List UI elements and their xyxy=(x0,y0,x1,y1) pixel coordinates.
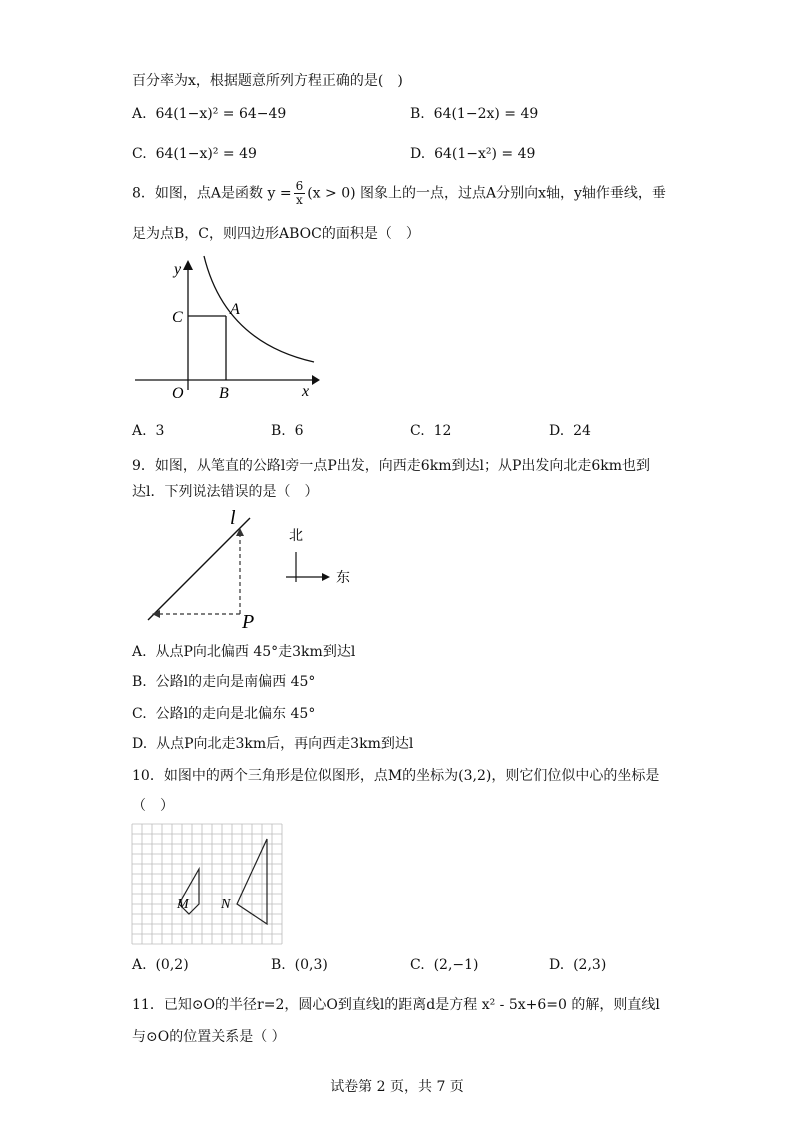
label-a: A xyxy=(230,301,240,318)
label-n: N xyxy=(221,897,231,912)
q9-stem-line2: 达l．下列说法错误的是（ ） xyxy=(132,484,319,500)
q9-option-d: D. 从点P向北走3km后，再向西走3km到达l xyxy=(132,736,414,752)
q10-option-d: D. (2,3) xyxy=(549,957,607,973)
q9-stem-line1: 9．如图，从笔直的公路l旁一点P出发，向西走6km到达l；从P出发向北走6km也到 xyxy=(132,458,651,474)
q8-stem-line2: 足为点B，C，则四边形ABOC的面积是（ ） xyxy=(132,226,420,242)
fraction: $\frac{6}{x}$ xyxy=(295,179,304,207)
q7-stem-tail: 百分率为x，根据题意所列方程正确的是( ) xyxy=(132,73,403,89)
q9-option-c: C. 公路l的走向是北偏东 45° xyxy=(132,706,316,722)
q10-stem-line1: 10．如图中的两个三角形是位似图形，点M的坐标为(3,2)，则它们位似中心的坐标是 xyxy=(132,768,660,784)
q10-stem-line2: （ ） xyxy=(132,798,174,814)
x-axis-arrow xyxy=(312,375,320,385)
y-axis-arrow xyxy=(183,260,193,270)
page-footer: 试卷第 2 页，共 7 页 xyxy=(330,1079,464,1095)
q8-option-d: D. 24 xyxy=(549,423,591,439)
label-b: B xyxy=(219,385,229,402)
q9-option-a: A. 从点P向北偏西 45°走3km到达l xyxy=(132,644,356,660)
q8-function-graph xyxy=(130,252,330,404)
q11-stem-line2: 与⊙O的位置关系是（ ） xyxy=(132,1029,286,1045)
q11-stem-line1: 11．已知⊙O的半径r=2，圆心O到直线l的距离d是方程 x² - 5x+6=0 的解，则直线l xyxy=(132,997,660,1013)
label-m: M xyxy=(177,897,189,912)
q7-option-d: D. 64(1−x²) = 49 xyxy=(410,146,536,162)
label-x: x xyxy=(302,383,310,400)
label-l: l xyxy=(230,507,236,529)
label-y: y xyxy=(174,261,182,278)
label-c: C xyxy=(172,309,183,326)
q9-road-figure xyxy=(130,500,360,630)
q7-option-c: C. 64(1−x)² = 49 xyxy=(132,146,257,162)
label-o: O xyxy=(172,385,184,402)
q8-stem-line1: 8．如图，点A是函数 y = $\frac{6}{x}$ (x > 0) 图象上的一点，过点A分别向x轴，y轴作垂线，垂 xyxy=(132,179,666,207)
q7-option-b: B. 64(1−2x) = 49 xyxy=(410,106,539,122)
q7-option-a: A. 64(1−x)² = 64−49 xyxy=(132,106,287,122)
q8-option-c: C. 12 xyxy=(410,423,452,439)
q10-option-a: A. (0,2) xyxy=(132,957,189,973)
compass-north-label: 北 xyxy=(289,528,303,544)
compass-east-arrow xyxy=(322,573,330,581)
q8-option-a: A. 3 xyxy=(132,423,165,439)
road-line-l xyxy=(148,518,250,620)
q10-option-b: B. (0,3) xyxy=(271,957,328,973)
compass-east-label: 东 xyxy=(336,570,350,586)
q9-option-b: B. 公路l的走向是南偏西 45° xyxy=(132,674,316,690)
grid xyxy=(132,824,282,944)
north-arrow xyxy=(236,528,244,536)
q10-option-c: C. (2,−1) xyxy=(410,957,479,973)
label-p: P xyxy=(242,611,255,630)
q10-grid-figure xyxy=(131,823,283,945)
hyperbola-curve xyxy=(204,256,314,362)
q8-option-b: B. 6 xyxy=(271,423,304,439)
